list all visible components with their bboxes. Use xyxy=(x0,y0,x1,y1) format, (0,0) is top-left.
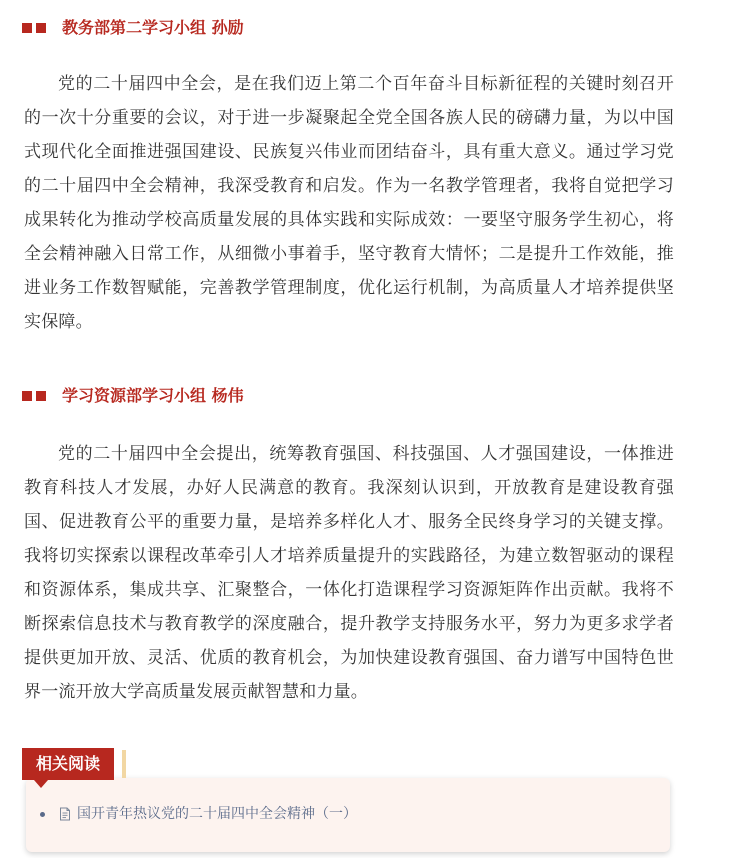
section-header-2 xyxy=(22,386,244,406)
related-link-text[interactable]: 国开青年热议党的二十届四中全会精神（一） xyxy=(77,806,357,822)
tab-accent-bar xyxy=(122,750,126,778)
related-reading xyxy=(22,748,670,858)
related-link[interactable] xyxy=(40,804,357,824)
square-icon xyxy=(36,23,46,33)
related-reading-label: 相关阅读 xyxy=(22,748,114,780)
section-body-1: 党的二十届四中全会，是在我们迈上第二个百年奋斗目标新征程的关键时刻召开的一次十分重要的会议，对于进一步凝聚起全党全国各族人民的磅礴力量，为以中国式现代化全面推进强国建设、民族复兴伟业而团结奋斗，具有重大意义。通过学习党的二十届四中全会精神，我深受教育和启发。作为一名教学管理者，我将自觉把学习成果转化为推动学校高质量发展的具体实践和实际成效：一要坚守服务学生初心，将全会精神融入日常工作，从细微小事着手，坚守教育大情怀；二是提升工作效能，推进业务工作数智赋能，完善教学管理制度，优化运行机制，为高质量人才培养提供坚实保障。 xyxy=(24,74,674,332)
section-header-1 xyxy=(22,18,244,38)
bullet-icon xyxy=(40,812,45,817)
header-squares-decoration xyxy=(22,391,50,401)
header-squares-decoration xyxy=(22,23,50,33)
square-icon xyxy=(36,391,46,401)
tab-notch xyxy=(34,780,48,788)
square-icon xyxy=(22,23,32,33)
related-list xyxy=(40,804,357,824)
section-body-2: 党的二十届四中全会提出，统筹教育强国、科技强国、人才强国建设，一体推进教育科技人才发展，办好人民满意的教育。我深刻认识到，开放教育是建设教育强国、促进教育公平的重要力量，是培养多样化人才、服务全民终身学习的关键支撑。我将切实探索以课程改革牵引人才培养质量提升的实践路径，为建立数智驱动的课程和资源体系，集成共享、汇聚整合，一体化打造课程学习资源矩阵作出贡献。我将不断探索信息技术与教育教学的深度融合，提升教学支持服务水平，努力为更多求学者提供更加开放、灵活、优质的教育机会，为加快建设教育强国、奋力谱写中国特色世界一流开放大学高质量发展贡献智慧和力量。 xyxy=(24,444,674,702)
square-icon xyxy=(22,391,32,401)
section-title-1: 教务部第二学习小组 孙励 xyxy=(62,18,244,37)
related-reading-box xyxy=(26,778,670,852)
document-icon xyxy=(59,807,71,821)
section-title-2: 学习资源部学习小组 杨伟 xyxy=(62,386,244,405)
